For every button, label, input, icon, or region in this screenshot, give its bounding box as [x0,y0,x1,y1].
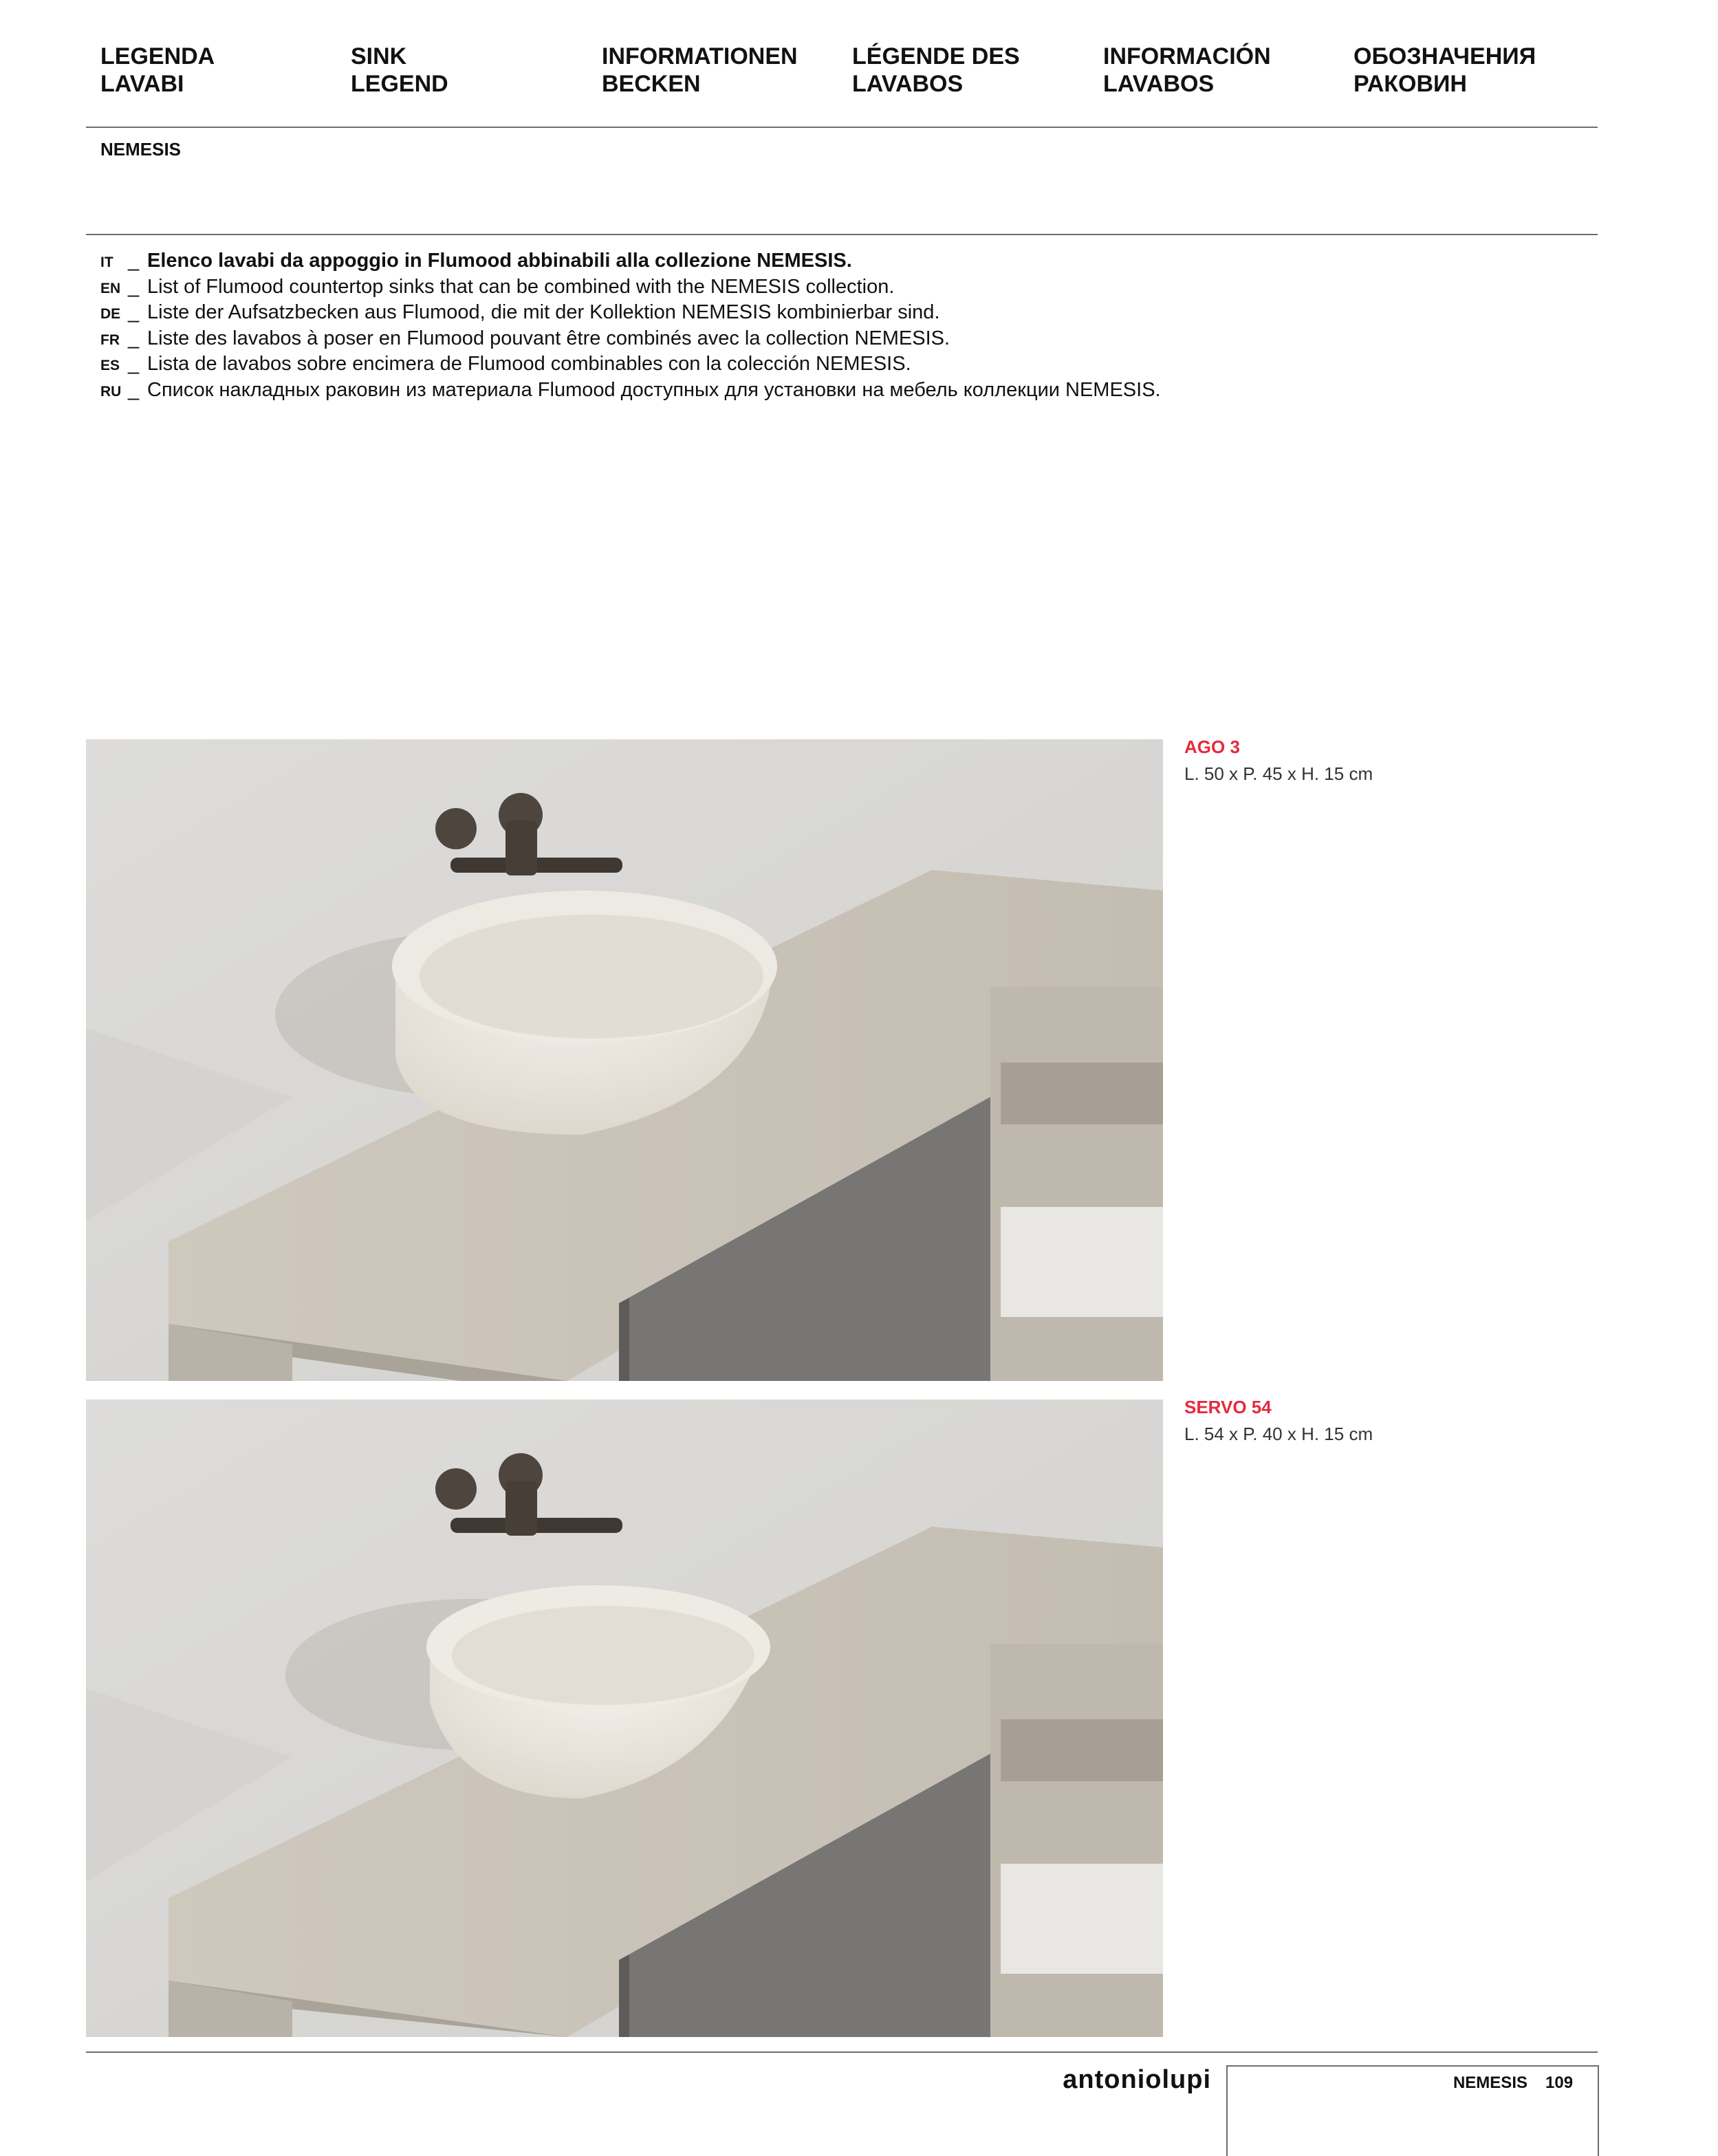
language-code: ES [100,358,120,373]
legend-line: ОБОЗНАЧЕНИЯ [1353,43,1536,69]
intro-line-de [100,300,1545,326]
product-dimensions-servo-54: L. 54 x P. 40 x H. 15 cm [1184,1424,1373,1444]
legend-line: INFORMACIÓN [1103,43,1271,69]
intro-text: Lista de lavabos sobre encimera de Flumood combinables con la colección NEMESIS. [147,353,911,375]
legend-line: LEGENDA [100,43,215,69]
section-label: NEMESIS [100,139,182,160]
brand-logo: antoniolupi [1063,2065,1211,2094]
intro-text: Liste des lavabos à poser en Flumood pouvant être combinés avec la collection NEMESIS. [147,327,950,349]
separator: _ [128,275,140,298]
legend-line: LAVABI [100,71,184,97]
intro-line-it [100,248,1545,274]
legend-italian [100,43,348,98]
language-code: RU [100,383,122,400]
footer-collection-name: NEMESIS [1453,2073,1527,2092]
intro-line-fr [100,326,1545,352]
header-rule [86,127,1598,128]
product-name-servo-54: SERVO 54 [1184,1397,1272,1417]
product-photo-servo-54 [86,1400,1163,2037]
separator: _ [128,327,140,349]
section-rule [86,234,1598,235]
separator: _ [128,378,140,401]
intro-text: List of Flumood countertop sinks that can be combined with the NEMESIS collection. [147,275,895,298]
product-name-ago-3: AGO 3 [1184,737,1240,757]
intro-text: Liste der Aufsatzbecken aus Flumood, die mit der Kollektion NEMESIS kombinierbar sind. [147,301,940,323]
legend-german [602,43,849,98]
product-photo-ago-3 [86,739,1163,1381]
language-code: DE [100,306,121,322]
page-number: 109 [1545,2073,1574,2092]
intro-line-es [100,351,1545,378]
legend-line: LEGEND [351,71,448,97]
intro-line-en [100,274,1545,301]
legend-english [351,43,598,98]
legend-line: SINK [351,43,407,69]
legend-russian [1353,43,1601,98]
legend-line: LAVABOS [852,71,964,97]
intro-line-ru [100,378,1545,404]
intro-list [100,248,1545,403]
language-code: IT [100,254,113,270]
legend-spanish [1103,43,1351,98]
legend-line: РАКОВИН [1353,71,1467,97]
language-code: EN [100,280,121,296]
separator: _ [128,353,140,375]
legend-line: BECKEN [602,71,701,97]
separator: _ [128,250,140,272]
footer-box [1226,2065,1599,2156]
separator: _ [128,301,140,323]
legend-line: INFORMATIONEN [602,43,798,69]
footer-rule [86,2051,1598,2053]
legend-line: LÉGENDE DES [852,43,1020,69]
product-dimensions-ago-3: L. 50 x P. 45 x H. 15 cm [1184,763,1373,784]
legend-line: LAVABOS [1103,71,1215,97]
intro-text: Список накладных раковин из материала Flumood доступных для установки на мебель коллекции NEMESIS. [147,378,1161,401]
language-code: FR [100,331,120,348]
legend-french [852,43,1100,98]
intro-text: Elenco lavabi da appoggio in Flumood abbinabili alla collezione NEMESIS. [147,250,852,272]
